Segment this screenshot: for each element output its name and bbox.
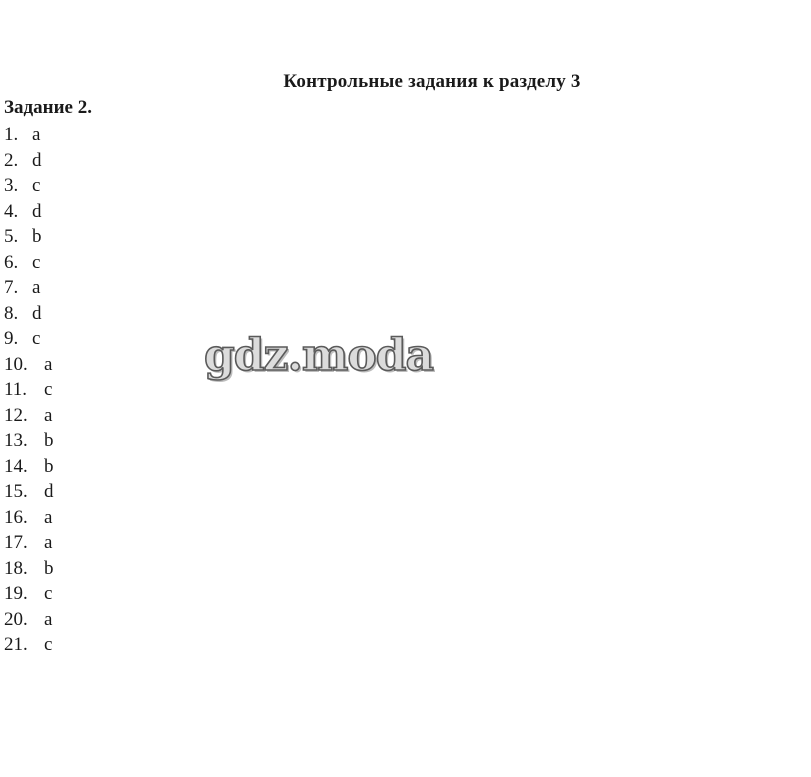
answer-item: [4, 428, 54, 454]
answer-number: 7.: [4, 277, 19, 298]
answer-letter: c: [32, 328, 41, 349]
answer-letter: a: [44, 404, 53, 426]
answer-number: 9.: [4, 328, 19, 349]
answer-item: [4, 556, 54, 582]
answer-letter: c: [44, 583, 53, 604]
answer-number: 5.: [4, 226, 19, 247]
answer-item: [4, 301, 54, 327]
answer-letter: b: [44, 455, 54, 477]
answer-letter: c: [32, 251, 41, 273]
answer-item: [4, 122, 54, 148]
answer-letter: b: [44, 557, 54, 579]
answer-number: 3.: [4, 175, 19, 196]
answer-item: [4, 199, 54, 225]
answer-number: 20.: [4, 608, 28, 630]
answer-number: 8.: [4, 302, 19, 324]
answer-letter: b: [44, 430, 54, 451]
answer-item: [4, 454, 54, 480]
answer-number: 2.: [4, 149, 19, 171]
answer-item: [4, 352, 54, 378]
answer-item: [4, 632, 54, 658]
answer-number: 6.: [4, 251, 19, 273]
answer-letter: c: [44, 379, 53, 400]
watermark-logo: gdz.moda: [204, 330, 434, 381]
page-title: Контрольные задания к разделу 3: [283, 71, 581, 92]
answer-letter: c: [44, 634, 53, 655]
answer-item: [4, 581, 54, 607]
answer-number: 1.: [4, 124, 19, 145]
answer-number: 12.: [4, 404, 28, 426]
answer-number: 17.: [4, 532, 28, 553]
answer-item: [4, 275, 54, 301]
answer-item: [4, 377, 54, 403]
answer-letter: c: [32, 175, 41, 196]
answer-letter: a: [44, 506, 53, 528]
answer-item: [4, 326, 54, 352]
task-heading: Задание 2.: [4, 97, 92, 118]
answer-number: 19.: [4, 583, 28, 604]
answer-letter: b: [32, 226, 42, 247]
answer-item: [4, 403, 54, 429]
answer-number: 16.: [4, 506, 28, 528]
answer-item: [4, 530, 54, 556]
answer-number: 15.: [4, 481, 28, 502]
answer-letter: a: [32, 124, 41, 145]
answer-number: 11.: [4, 379, 28, 400]
answer-letter: d: [44, 481, 54, 502]
answer-number: 18.: [4, 557, 28, 579]
answer-item: [4, 148, 54, 174]
answer-item: [4, 607, 54, 633]
answer-item: [4, 505, 54, 531]
answer-number: 10.: [4, 353, 28, 375]
answer-letter: d: [32, 200, 42, 222]
answer-letter: d: [32, 149, 42, 171]
answer-letter: d: [32, 302, 42, 324]
answer-letter: a: [44, 532, 53, 553]
answer-number: 13.: [4, 430, 28, 451]
answer-item: [4, 479, 54, 505]
answer-letter: a: [44, 608, 53, 630]
answer-letter: a: [44, 353, 53, 375]
answer-list: [4, 122, 54, 658]
answer-item: [4, 250, 54, 276]
answer-letter: a: [32, 277, 41, 298]
answer-item: [4, 173, 54, 199]
answer-item: [4, 224, 54, 250]
answer-number: 4.: [4, 200, 19, 222]
answer-number: 21.: [4, 634, 28, 655]
answer-number: 14.: [4, 455, 28, 477]
